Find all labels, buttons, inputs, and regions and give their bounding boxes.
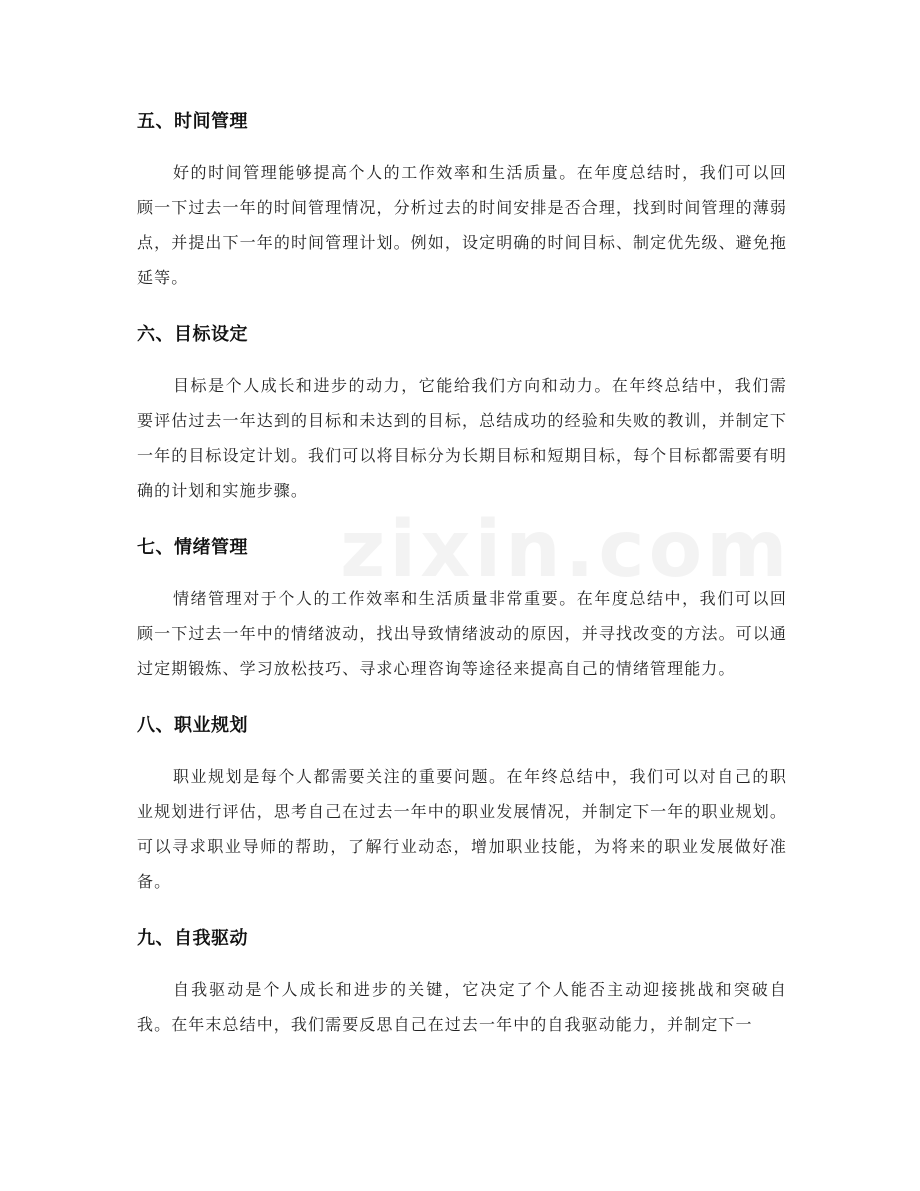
section-heading: 六、目标设定 <box>137 324 248 345</box>
section-heading: 八、职业规划 <box>137 715 248 736</box>
section-heading: 七、情绪管理 <box>137 537 248 558</box>
section-paragraph: 职业规划是每个人都需要关注的重要问题。在年终总结中，我们可以对自己的职业规划进行评估，思考自己在过去一年中的职业发展情况，并制定下一年的职业规划。可以寻求职业导师的帮助，了解行业动态，增加职业技能，为将来的职业发展做好准备。 <box>137 767 787 891</box>
section-paragraph: 情绪管理对于个人的工作效率和生活质量非常重要。在年度总结中，我们可以回顾一下过去一年中的情绪波动，找出导致情绪波动的原因，并寻找改变的方法。可以通过定期锻炼、学习放松技巧、寻求心理咨询等途径来提高自己的情绪管理能力。 <box>137 589 787 678</box>
section-time-management <box>137 103 787 295</box>
section-emotion-management <box>137 529 787 686</box>
section-heading: 五、时间管理 <box>137 111 248 132</box>
section-goal-setting <box>137 316 787 508</box>
section-paragraph: 好的时间管理能够提高个人的工作效率和生活质量。在年度总结时，我们可以回顾一下过去一年的时间管理情况，分析过去的时间安排是否合理，找到时间管理的薄弱点，并提出下一年的时间管理计划。例如，设定明确的时间目标、制定优先级、避免拖延等。 <box>137 163 787 287</box>
document-content <box>137 103 787 1042</box>
section-career-planning <box>137 707 787 899</box>
section-paragraph: 目标是个人成长和进步的动力，它能给我们方向和动力。在年终总结中，我们需要评估过去一年达到的目标和未达到的目标，总结成功的经验和失败的教训，并制定下一年的目标设定计划。我们可以将目标分为长期目标和短期目标，每个目标都需要有明确的计划和实施步骤。 <box>137 376 787 500</box>
section-self-motivation <box>137 920 787 1042</box>
section-paragraph: 自我驱动是个人成长和进步的关键，它决定了个人能否主动迎接挑战和突破自我。在年末总结中，我们需要反思自己在过去一年中的自我驱动能力，并制定下一 <box>137 980 787 1034</box>
section-heading: 九、自我驱动 <box>137 928 248 949</box>
